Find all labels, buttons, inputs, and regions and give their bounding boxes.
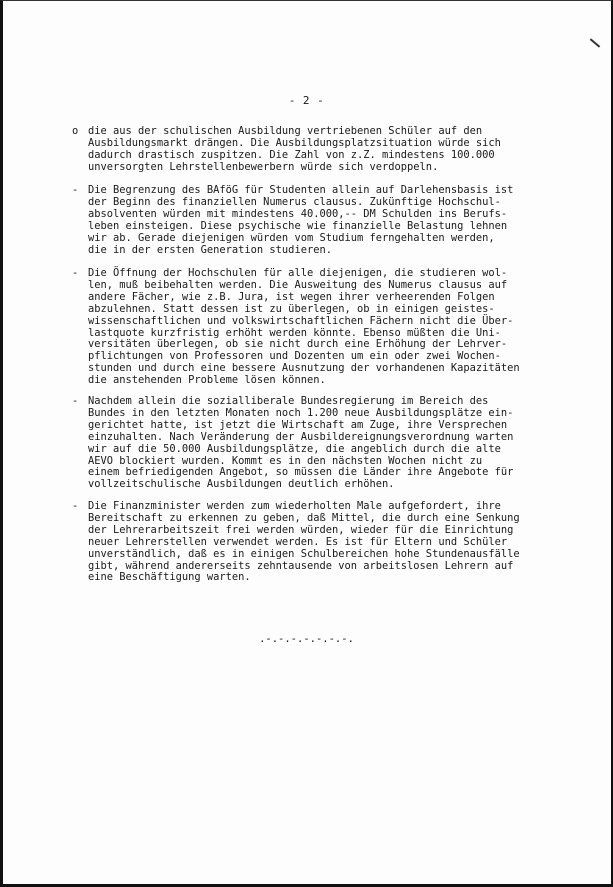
text-line: Bereitschaft zu erkennen zu geben, daß Mittel, die durch eine Senkung [88, 511, 520, 524]
bullet: o [72, 125, 79, 137]
text-line: wir ab. Gerade diejenigen würden vom Studium ferngehalten werden, [88, 231, 495, 244]
text-line: die aus der schulischen Ausbildung vertriebenen Schüler auf den [88, 125, 483, 137]
text-line: versitäten überlegen, ob sie nicht durch eine Erhöhung der Lehrver- [88, 338, 508, 351]
text-line: einzuhalten. Nach Veränderung der Ausbildereignungsverordnung warten [88, 430, 514, 443]
text-line: die in der ersten Generation studieren. [88, 243, 332, 256]
text-line: Nachdem allein die sozialliberale Bundesregierung im Bereich des [88, 395, 489, 407]
bullet: - [72, 267, 79, 279]
text-line: stunden und durch eine bessere Ausnutzung der vorhandenen Kapazitäten [88, 362, 520, 375]
text-line: gibt, während andererseits zehntausende von arbeitslosen Lehrern auf [88, 559, 514, 572]
text-line: wir auf die 50.000 Ausbildungsplätze, die angeblich durch die alte [88, 442, 501, 455]
text-line: Ausbildungsmarkt drängen. Die Ausbildungsplatzsituation würde sich [88, 136, 501, 149]
text-line: pflichtungen von Professoren und Dozenten um ein oder zwei Wochen- [88, 350, 501, 363]
end-marker: .-.-.-.-.-.-.-. [259, 633, 354, 645]
text-line: len, muß beibehalten werden. Die Ausweitung des Numerus clausus auf [88, 278, 508, 291]
text-line: vollzeitschulische Ausbildungen deutlich erhöhen. [88, 478, 395, 491]
text-line: Die Öffnung der Hochschulen für alle diejenigen, die studieren wol- [88, 267, 508, 279]
text-line: wissenschaftlichen und volkswirtschaftlichen Fächern nicht die Über- [88, 314, 514, 327]
paragraph-2 [72, 184, 558, 256]
text-line: AEVO blockiert wurden. Kommt es in den nächsten Wochen nicht zu [88, 454, 483, 467]
text-line: gerichtet hatte, ist jetzt die Wirtschaft am Zuge, ihre Versprechen [88, 418, 508, 431]
text-line: neuer Lehrerstellen verwendet werden. Es ist für Eltern und Schüler [88, 535, 508, 548]
bullet: - [72, 184, 79, 196]
text-line: unversorgten Lehrstellenbewerbern würde sich verdoppeln. [88, 160, 439, 173]
paragraph-3 [72, 267, 558, 387]
text-line: dadurch drastisch zuspitzen. Die Zahl von z.Z. mindestens 100.000 [88, 148, 495, 161]
text-line: lastquote kurzfristig erhöht werden könnte. Ebenso müßten die Uni- [88, 326, 501, 339]
page-number: - 2 - [288, 94, 325, 107]
paragraph-1 [72, 125, 558, 174]
text-line: eine Beschäftigung warten. [88, 571, 251, 584]
text-line: leben einsteigen. Diese psychische wie finanzielle Belastung lehnen [88, 219, 508, 232]
text-line: der Beginn des finanziellen Numerus clausus. Zukünftige Hochschul- [88, 195, 501, 208]
text-line: unverständlich, daß es in einigen Schulbereichen hohe Stundenausfälle [88, 547, 520, 560]
text-line: Bundes in den letzten Monaten noch 1.200 neue Ausbildungsplätze ein- [88, 406, 514, 419]
text-line: die anstehenden Probleme lösen können. [88, 374, 326, 387]
paragraph-5 [72, 500, 558, 584]
text-line: absolventen würden mit mindestens 40.000,-- DM Schulden ins Berufs- [88, 207, 508, 220]
text-line: abzulehnen. Statt dessen ist zu überlegen, ob in einigen geistes- [88, 302, 495, 315]
text-line: andere Fächer, wie z.B. Jura, ist wegen ihrer verheerenden Folgen [88, 290, 495, 303]
bullet: - [72, 395, 79, 407]
text-line: einem befriedigenden Angebot, so müssen die Länder ihre Angebote für [88, 466, 514, 479]
text-line: der Lehrerarbeitszeit frei werden würden, wieder für die Einrichtung [88, 523, 514, 536]
bullet: - [72, 500, 79, 512]
text-line: Die Finanzminister werden zum wiederholten Male aufgefordert, ihre [88, 500, 501, 512]
text-line: Die Begrenzung des BAföG für Studenten allein auf Darlehensbasis ist [88, 184, 514, 196]
paragraph-4 [72, 395, 558, 491]
